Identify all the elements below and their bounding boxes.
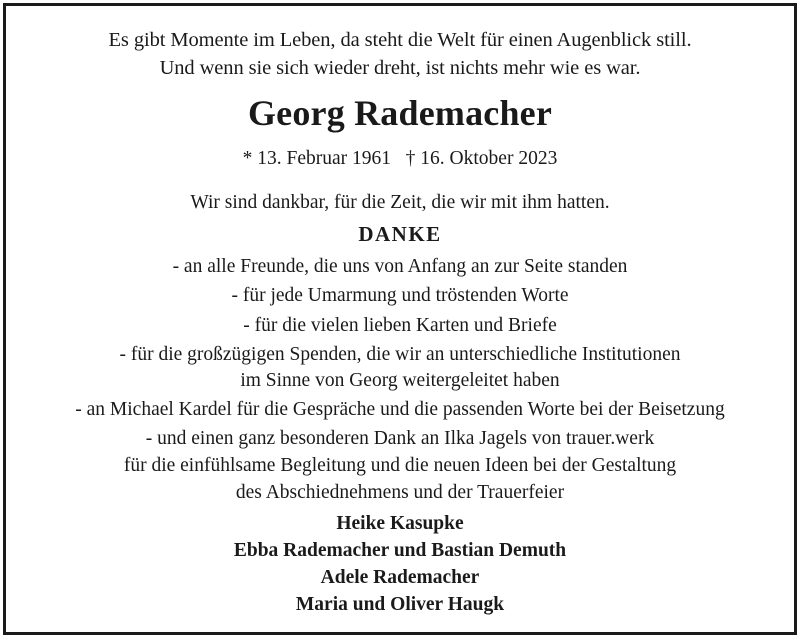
signer-3: Adele Rademacher bbox=[320, 567, 480, 588]
signer-1: Heike Kasupke bbox=[336, 513, 464, 534]
thanks-line-8: für die einfühlsame Begleitung und die neuen Ideen bei der Gestaltung bbox=[123, 455, 677, 476]
danke-heading: DANKE bbox=[358, 222, 442, 246]
thanks-line-1: - an alle Freunde, die uns von Anfang an zur Seite standen bbox=[172, 256, 628, 277]
life-dates: * 13. Februar 1961 † 16. Oktober 2023 bbox=[242, 148, 558, 169]
thanks-line-3: - für die vielen lieben Karten und Briefe bbox=[243, 315, 557, 336]
intro-text: Wir sind dankbar, für die Zeit, die wir mit ihm hatten. bbox=[190, 192, 610, 213]
verse-line-1: Es gibt Momente im Leben, da steht die Welt für einen Augenblick still. bbox=[108, 29, 692, 51]
thanks-line-6: - an Michael Kardel für die Gespräche und die passenden Worte bei der Beisetzung bbox=[75, 399, 725, 420]
signer-4: Maria und Oliver Haugk bbox=[295, 594, 505, 615]
thanks-line-4: - für die großzügigen Spenden, die wir an unterschiedliche Institutionen bbox=[119, 344, 681, 365]
thanks-line-5: im Sinne von Georg weitergeleitet haben bbox=[240, 370, 560, 391]
signer-2: Ebba Rademacher und Bastian Demuth bbox=[233, 540, 567, 561]
thanks-line-2: - für jede Umarmung und tröstenden Worte bbox=[231, 285, 569, 306]
verse-line-2: Und wenn sie sich wieder dreht, ist nichts mehr wie es war. bbox=[159, 57, 641, 79]
deceased-name: Georg Rademacher bbox=[247, 93, 553, 133]
thanks-line-7: - und einen ganz besonderen Dank an Ilka Jagels von trauer.werk bbox=[145, 428, 655, 449]
thanks-line-9: des Abschiednehmens und der Trauerfeier bbox=[235, 482, 565, 503]
